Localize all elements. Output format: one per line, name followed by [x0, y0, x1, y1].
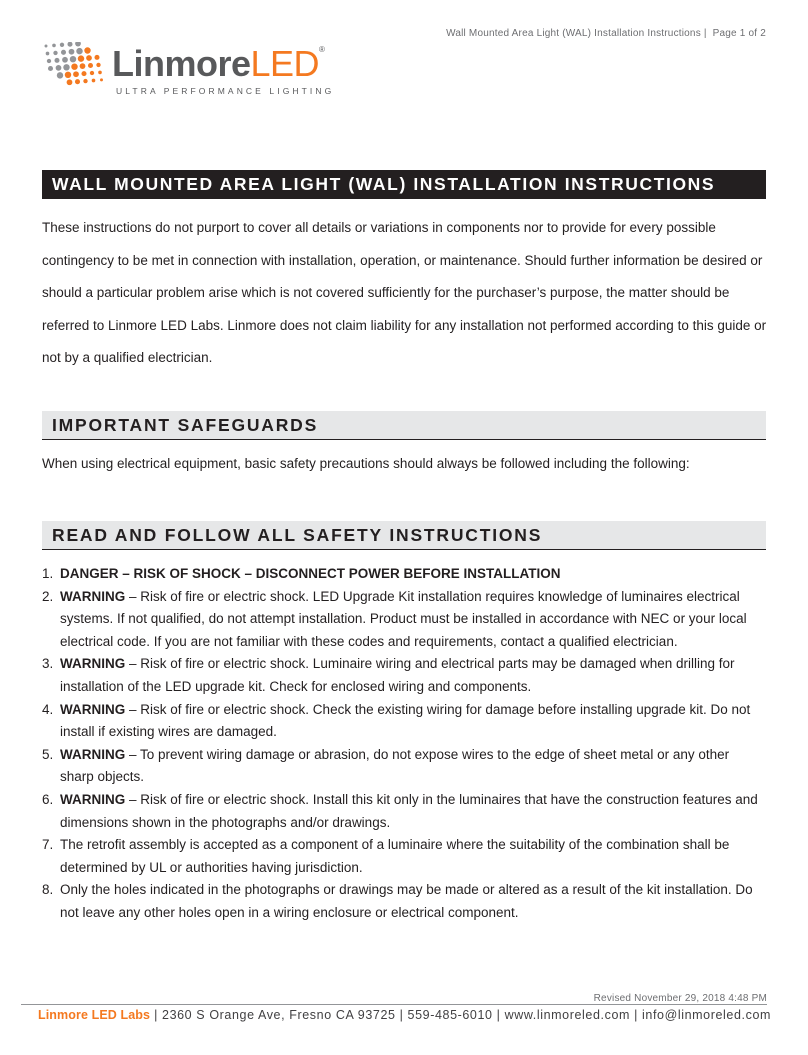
logo-dot [100, 78, 103, 81]
logo-dot [71, 63, 77, 69]
logo-dot [94, 55, 99, 60]
intro-paragraph: These instructions do not purport to cover all details or variations in components nor to provide for every possible contingency to be met in connection with installation, operation, or maintenance. Should further information be desired or should a particular problem arise which is not covered sufficiently for the purchaser’s purpose, the matter should be referred to Linmore LED Labs. Linmore does not claim liability for any installation not performed according to this guide or not by a qualified electrician. [42, 220, 767, 366]
list-item: 1. DANGER – RISK OF SHOCK – DISCONNECT POWER BEFORE INSTALLATION [42, 566, 561, 581]
safety-instructions-list [42, 563, 762, 925]
logo-dot [60, 43, 64, 47]
logo-dot [84, 47, 90, 53]
logo-dot [88, 63, 93, 68]
logo-dot [45, 45, 48, 48]
logo-dot [67, 79, 73, 85]
safety-heading: READ AND FOLLOW ALL SAFETY INSTRUCTIONS [42, 521, 766, 550]
list-item: 7. The retrofit assembly is accepted as a component of a luminaire where the suitability of the combination shall be determined by UL or authorities having jurisdiction. [42, 837, 730, 875]
list-item: 2. WARNING – Risk of fire or electric shock. LED Upgrade Kit installation requires knowledge of luminaires electrical systems. If not qualified, do not attempt installation. Product must be installed in accordance with NEC or your local electrical code. If you are not familiar with these codes and requirements, contact a qualified electrician. [42, 588, 747, 649]
logo-dot [61, 50, 66, 55]
logo-dot [57, 72, 63, 78]
logo-dot [47, 59, 51, 63]
logo-dot [96, 63, 100, 67]
logo-dot [75, 79, 80, 84]
revision-date: Revised November 29, 2018 4:48 PM [593, 993, 767, 1004]
list-item: 4. WARNING – Risk of fire or electric shock. Check the existing wiring for damage before installing upgrade kit. Do not install if existing wires are damaged. [42, 701, 751, 740]
footer-email[interactable]: info@linmoreled.com [642, 1008, 772, 1022]
list-item: 3. WARNING – Risk of fire or electric shock. Luminaire wiring and electrical parts may be damaged when drilling for installation of the LED upgrade kit. Check for enclosed wiring and components. [42, 656, 735, 694]
page-title: WALL MOUNTED AREA LIGHT (WAL) INSTALLATION INSTRUCTIONS [42, 170, 766, 199]
list-item: 6. WARNING – Risk of fire or electric shock. Install this kit only in the luminaires that have the construction features and dimensions shown in the photographs and/or drawings. [42, 791, 758, 830]
logo-dot [52, 44, 56, 48]
page-footer: Linmore LED Labs | 2360 S Orange Ave, Fresno CA 93725 | 559-485-6010 | www.linmoreled.com | info@linmoreled.com [38, 1008, 772, 1022]
logo-dot [62, 57, 68, 63]
company-logo [40, 40, 335, 102]
logo-dot [46, 52, 50, 56]
logo-dot [65, 72, 71, 78]
list-item: 5. WARNING – To prevent wiring damage or abrasion, do not expose wires to the edge of sheet metal or any other sharp objects. [42, 746, 730, 785]
safeguards-text: When using electrical equipment, basic safety precautions should always be followed including the following: [42, 456, 690, 471]
logo-dot [78, 55, 84, 61]
logo-dot [76, 48, 82, 54]
safeguards-heading: IMPORTANT SAFEGUARDS [42, 411, 766, 440]
logo-tagline: ULTRA PERFORMANCE LIGHTING [116, 86, 335, 96]
logo-dot [63, 64, 69, 70]
page-header: Wall Mounted Area Light (WAL) Installation Instructions | Page 1 of 2 [446, 28, 766, 39]
logo-dot [54, 58, 59, 63]
logo-dot [86, 55, 92, 61]
footer-phone: 559-485-6010 [407, 1008, 493, 1022]
list-item: 8. Only the holes indicated in the photographs or drawings may be made or altered as a result of the kit installation. Do not leave any other holes open in a wiring enclosure or electrical component. [42, 882, 753, 920]
dot-grid-icon [40, 42, 104, 90]
footer-company: Linmore LED Labs [38, 1008, 151, 1022]
logo-dot [48, 66, 53, 71]
footer-divider [21, 1004, 767, 1005]
logo-dot [98, 71, 102, 75]
header-doc-title: Wall Mounted Area Light (WAL) Installation Instructions [446, 28, 701, 39]
logo-dot [92, 79, 96, 83]
logo-dot [70, 56, 76, 62]
logo-dot [73, 71, 79, 77]
logo-dot [80, 63, 86, 69]
footer-address: 2360 S Orange Ave, Fresno CA 93725 [162, 1008, 396, 1022]
header-page-label: Page 1 of 2 [712, 28, 766, 39]
logo-dot [56, 65, 62, 71]
logo-wordmark: LinmoreLED® [112, 43, 325, 84]
footer-website[interactable]: www.linmoreled.com [504, 1008, 631, 1022]
logo-dot [53, 51, 57, 55]
logo-dot [69, 49, 75, 55]
logo-dot [81, 71, 86, 76]
logo-dot [67, 42, 72, 47]
logo-dot [90, 71, 94, 75]
logo-dot [75, 42, 81, 46]
logo-dot [83, 79, 87, 83]
